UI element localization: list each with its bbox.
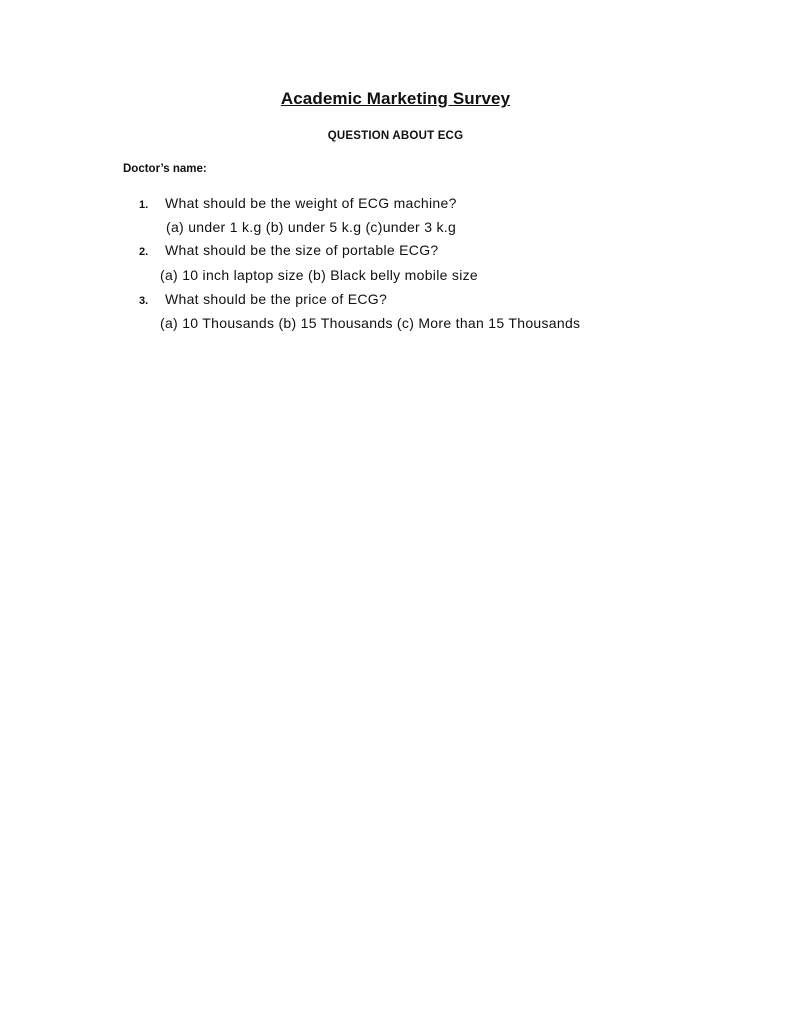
question-number: 2. [139,246,149,258]
question-number: 3. [139,295,149,307]
question-options: (a) under 1 k.g (b) under 5 k.g (c)under 3 k.g [166,219,457,235]
question-text: What should be the weight of ECG machine? [165,195,457,211]
question-options: (a) 10 inch laptop size (b) Black belly mobile size [160,267,478,283]
doctor-name-label: Doctor’s name: [123,163,207,175]
document-title: Academic Marketing Survey [280,89,511,108]
question-text: What should be the price of ECG? [165,291,388,307]
document-subtitle: QUESTION ABOUT ECG [327,130,464,142]
question-number: 1. [139,199,149,211]
question-options: (a) 10 Thousands (b) 15 Thousands (c) More than 15 Thousands [160,315,581,331]
question-text: What should be the size of portable ECG? [165,242,439,258]
